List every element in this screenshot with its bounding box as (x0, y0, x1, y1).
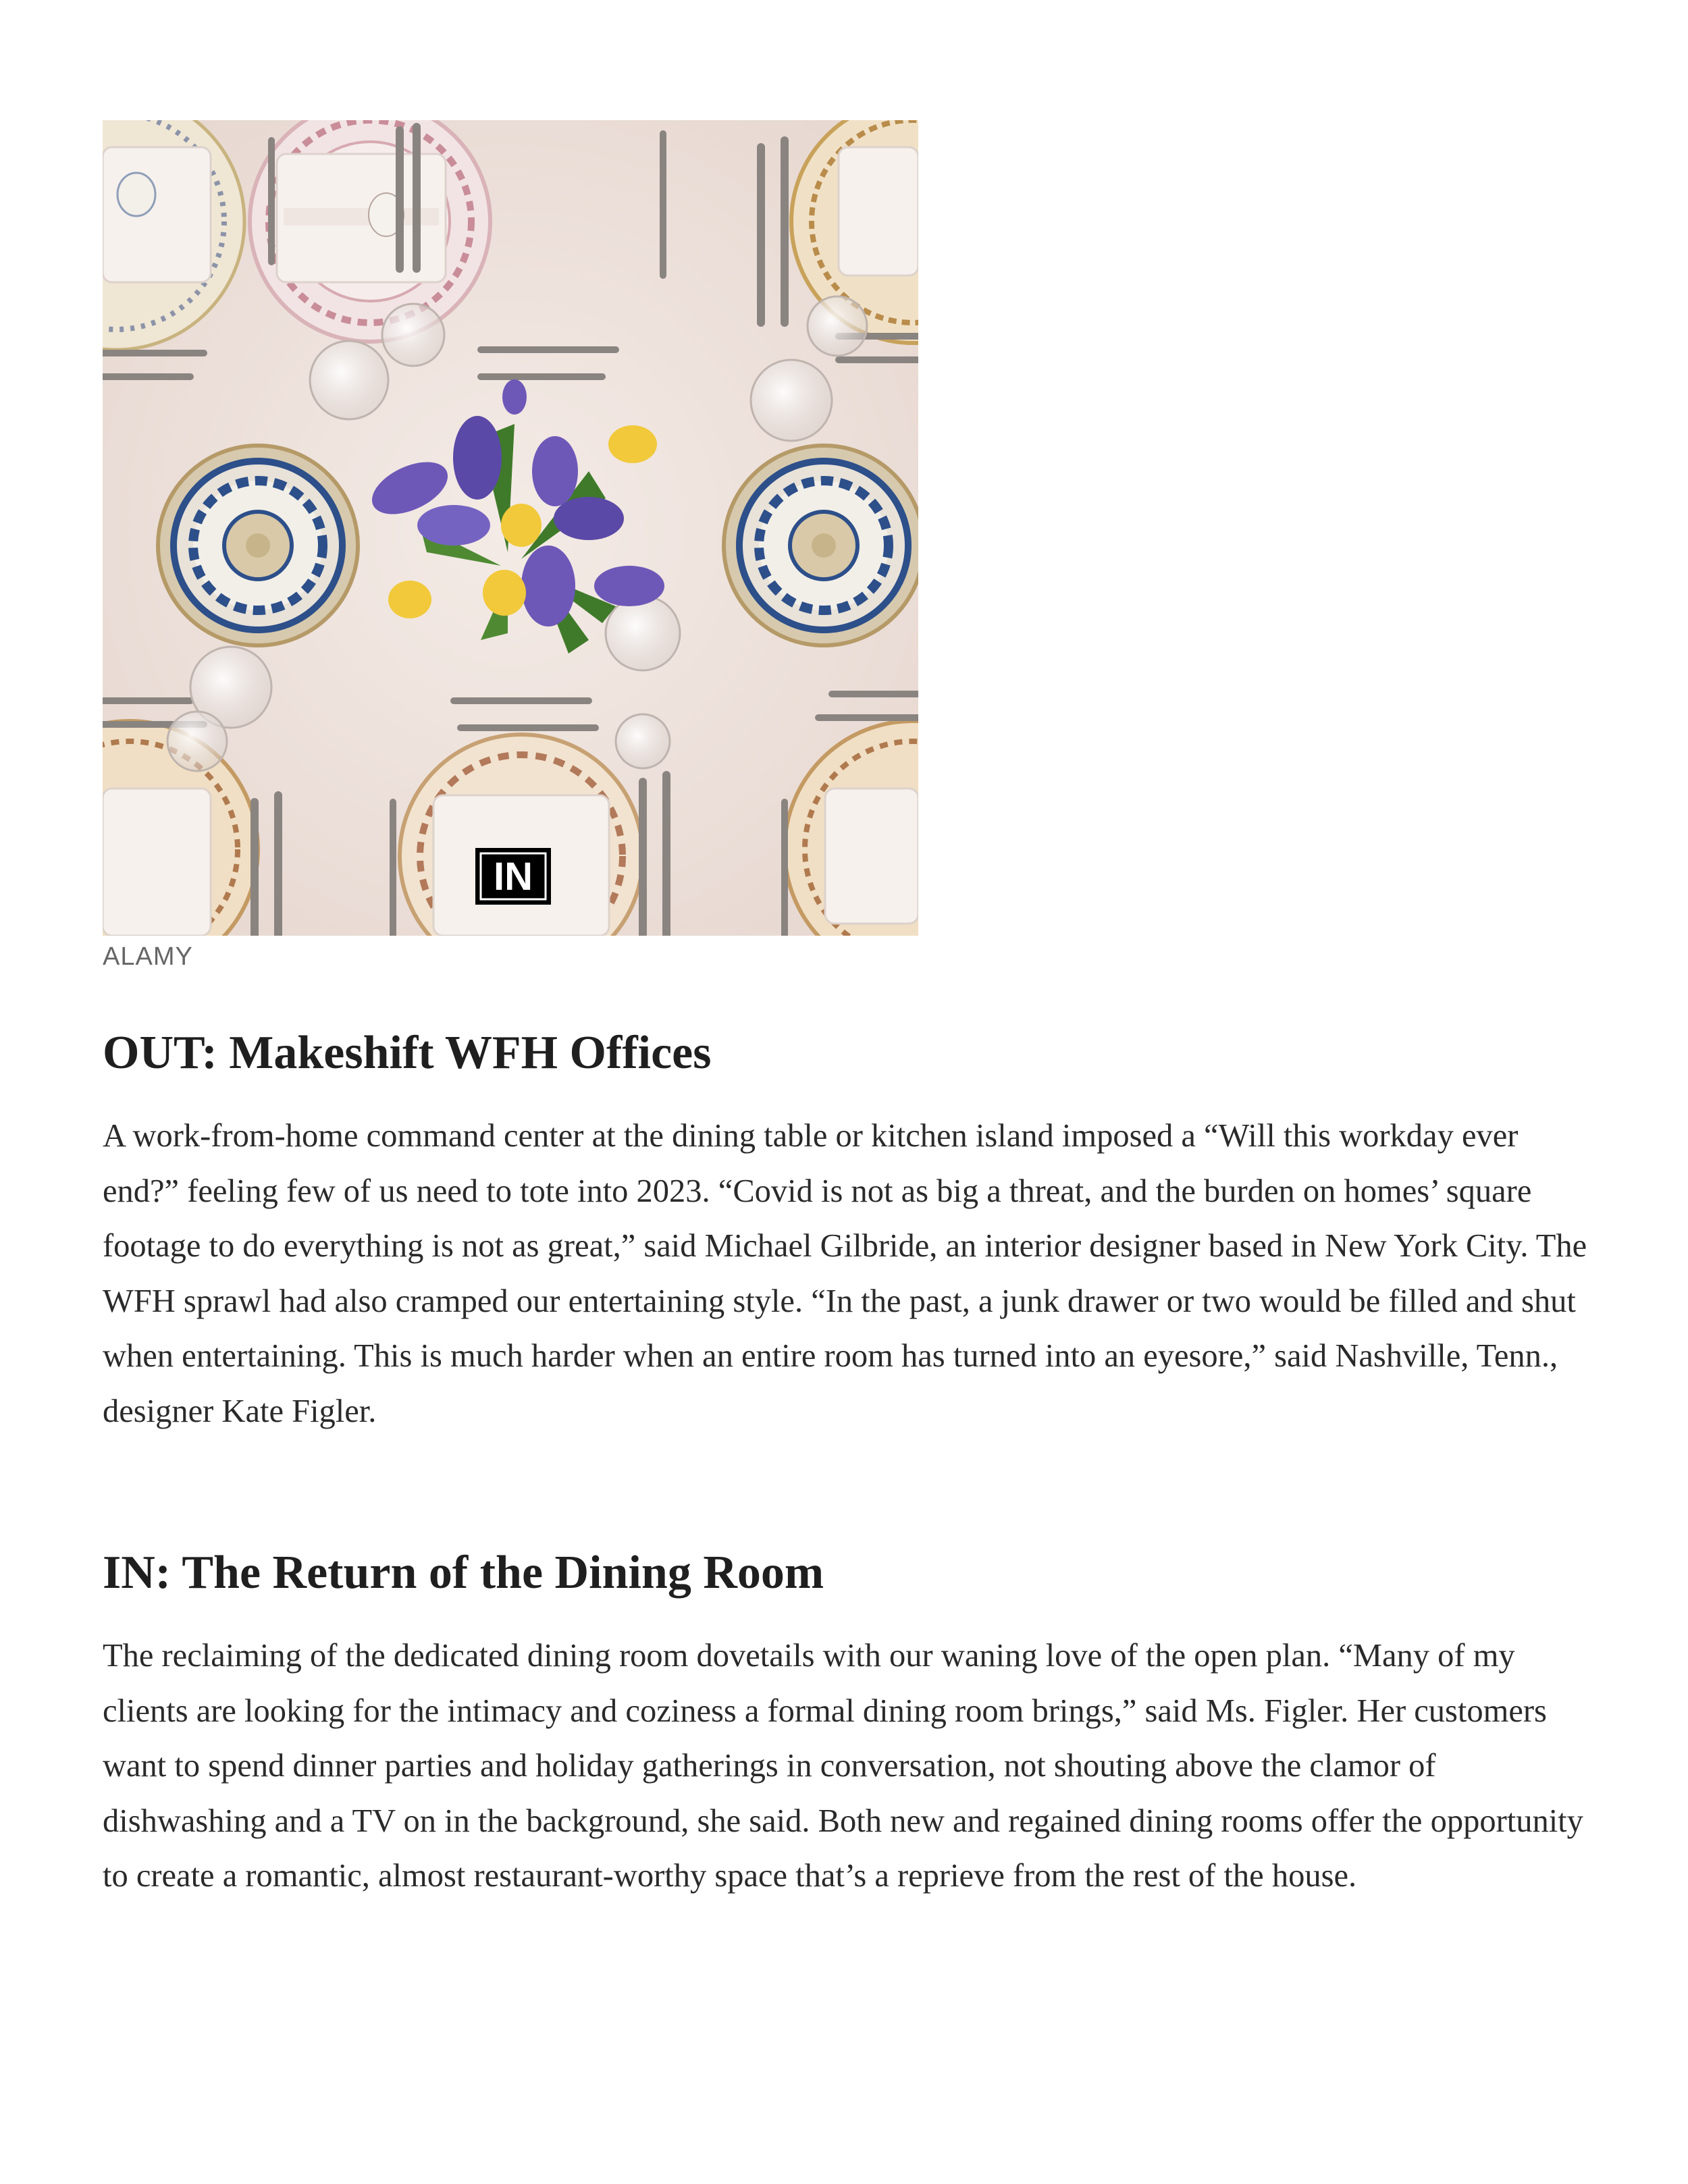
svg-text:IN: IN (494, 855, 533, 899)
article-photo (103, 120, 918, 936)
photo-credit: ALAMY (103, 942, 193, 971)
right-tureen (724, 446, 918, 645)
section-heading: IN: The Return of the Dining Room (103, 1547, 824, 1599)
section-in-dining-room (103, 1545, 1588, 1904)
in-badge (475, 848, 551, 905)
section-heading: OUT: Makeshift WFH Offices (103, 1027, 712, 1079)
table-setting-illustration (103, 120, 918, 936)
top-plate (250, 120, 490, 342)
left-tureen (158, 446, 358, 645)
section-body: A work-from-home command center at the dining table or kitchen island imposed a “Will this workday ever end?” feeling few of us need to tote into 2023. “Covid is not as big a threat, and the burden on homes’ square footage to do everything is not as great,” said Michael Gilbride, an interior designer based in New York City. The WFH sprawl had also cramped our entertaining style. “In the past, a junk drawer or two would be filled and shut when entertaining. This is much harder when an entire room has turned into an eyesore,” said Nashville, Tenn., designer Kate Figler. (103, 1118, 1587, 1429)
section-out-wfh-offices (103, 1025, 1588, 1439)
section-body: The reclaiming of the dedicated dining room dovetails with our waning love of the open plan. “Many of my clients are looking for the intimacy and coziness a formal dining room brings,” said Ms. Figler. Her customers want to spend dinner parties and holiday gatherings in conversation, not shouting above the clamor of dishwashing and a TV on in the background, she said. Both new and regained dining rooms offer the opportunity to create a romantic, almost restaurant-worthy space that’s a reprieve from the rest of the house. (103, 1638, 1583, 1894)
